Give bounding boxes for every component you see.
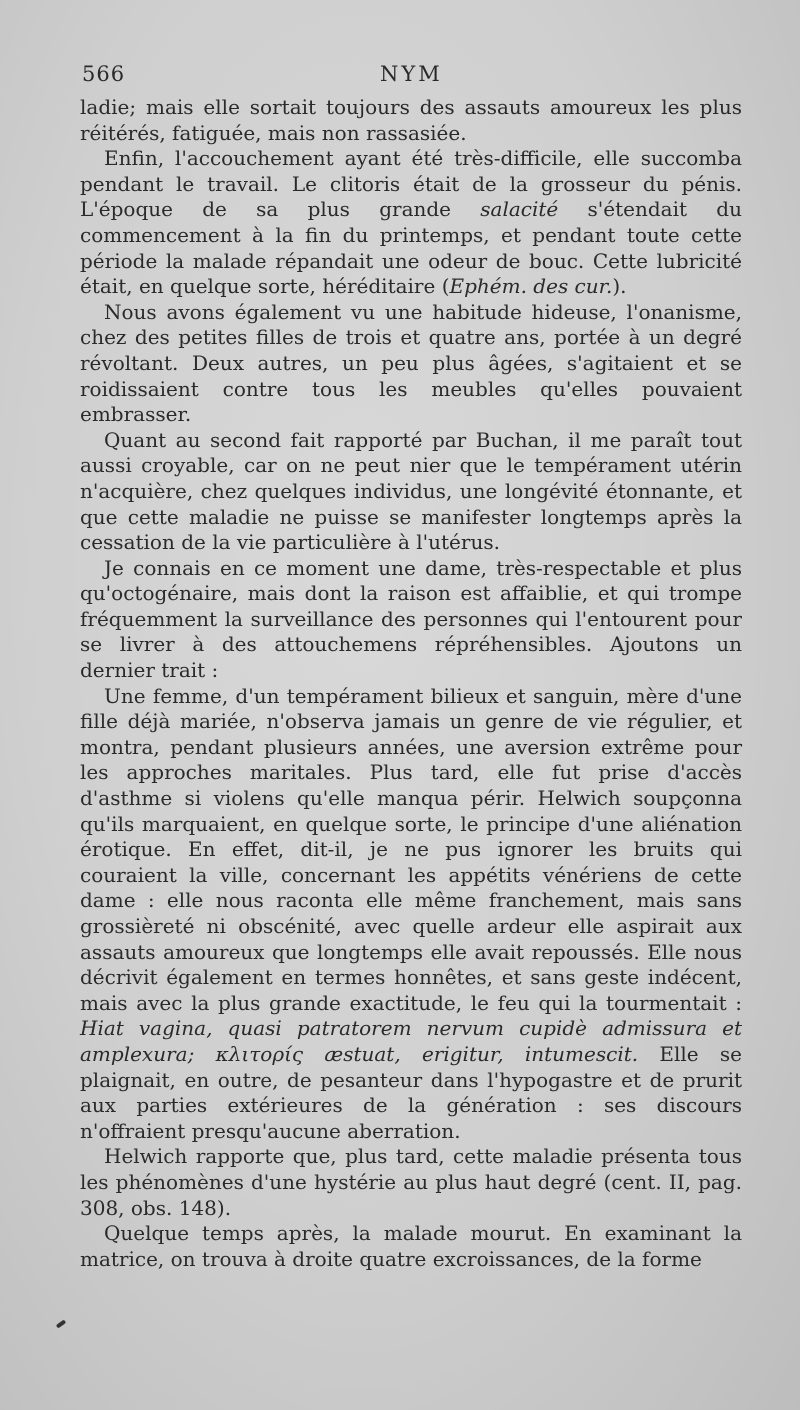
text-run: ). [612, 274, 627, 299]
paragraph [80, 146, 742, 300]
text-run: Nous avons également vu une habitude hideuse, l'onanisme, chez des petites filles de trois et quatre ans, portée à un degré révoltant. Deux autres, un peu plus âgées, s'agitaient et se roidissaient contre tous les meubles qu'elles pouvaient embrasser. [80, 299, 742, 427]
text-run: Quelque temps après, la malade mourut. En examinant la matrice, on trouva à droite quatre excroissances, de la forme [80, 1221, 742, 1271]
paragraph [80, 95, 742, 146]
page-number: 566 [82, 62, 126, 86]
text-run: s'étendait du commencement à la fin du printemps, et pendant toute cette période la malade répandait une odeur de bouc. Cette lubricité était, en quelque sorte, héréditaire ( [80, 197, 742, 299]
italic-text: Ephém. des cur. [449, 274, 613, 299]
paragraph [80, 556, 742, 684]
italic-text: salacité [480, 197, 559, 222]
paragraph [80, 428, 742, 556]
italic-text: Hiat vagina, quasi patratorem nervum cupidè admissura et amplexura; κλιτορίς æstuat, erigitur, intumescit. [80, 1016, 742, 1066]
text-run: Quant au second fait rapporté par Buchan, il me paraît tout aussi croyable, car on ne peut nier que le tempérament utérin n'acquière, chez quelques individus, une longévité étonnante, et que cette maladie ne puisse se manifester longtemps après la cessation de la vie particulière à l'utérus. [80, 427, 742, 555]
text-run: Enfin, l'accouchement ayant été très-difficile, elle succomba pendant le travail. Le clitoris était de la grosseur du pénis. L'époque de sa plus grande [80, 146, 742, 222]
text-run: ladie; mais elle sortait toujours des assauts amoureux les plus réitérés, fatiguée, mais non rassasiée. [80, 95, 742, 145]
text-run: Helwich rapporte que, plus tard, cette maladie présenta tous les phénomènes d'une hystérie au plus haut degré (cent. II, pag. 308, obs. 148). [80, 1144, 742, 1220]
text-run: Une femme, d'un tempérament bilieux et sanguin, mère d'une fille déjà mariée, n'observa jamais un genre de vie régulier, et montra, pendant plusieurs années, une aversion extrême pour les approches maritales. Plus tard, elle fut prise d'accès d'asthme si violens qu'elle manqua périr. Helwich soupçonna qu'ils marquaient, en quelque sorte, le principe d'une aliénation érotique. En effet, dit-il, je ne pus ignorer les bruits qui couraient la ville, concernant les appétits vénériens de cette dame : elle nous raconta elle même franchement, mais sans grossièreté ni obscénité, avec quelle ardeur elle aspirait aux assauts amoureux que longtemps elle avait repoussés. Elle nous décrivit également en termes honnêtes, et sans geste indécent, mais avec la plus grande exactitude, le feu qui la tourmentait : [80, 683, 742, 1015]
paragraph [80, 1221, 742, 1272]
body-text [80, 95, 742, 1272]
paragraph [80, 684, 742, 1145]
running-title: NYM [380, 62, 443, 86]
paragraph [80, 300, 742, 428]
ink-speck [56, 1319, 66, 1328]
paragraph [80, 1144, 742, 1221]
page-header [82, 62, 742, 92]
text-run: Elle se plaignait, en outre, de pesanteur dans l'hypogastre et de prurit aux parties extérieures de la génération : ses discours n'offraient presqu'aucune aberration. [80, 1041, 742, 1143]
text-run: Je connais en ce moment une dame, très-respectable et plus qu'octogénaire, mais dont la raison est affaiblie, et qui trompe fréquemment la surveillance des personnes qui l'entourent pour se livrer à des attouchemens répréhensibles. Ajoutons un dernier trait : [80, 555, 742, 683]
